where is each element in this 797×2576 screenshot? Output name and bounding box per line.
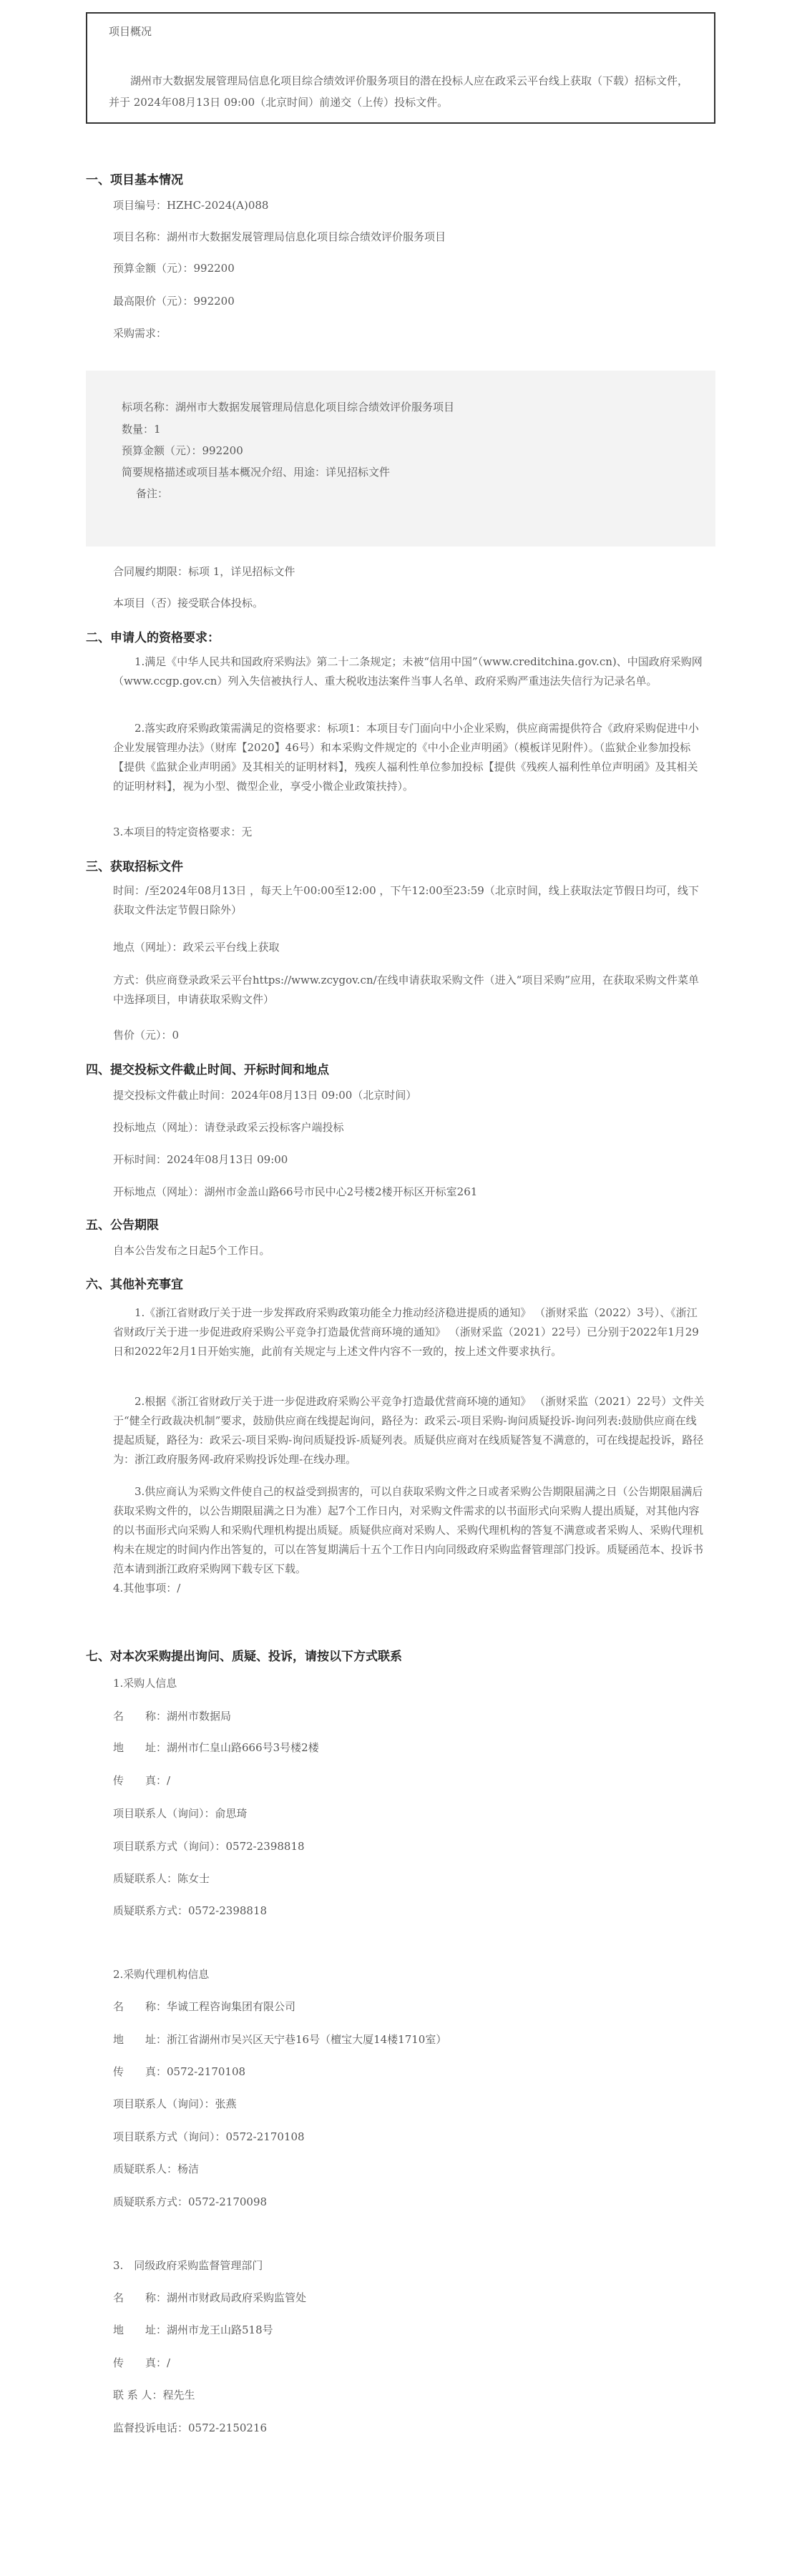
project-name: 项目名称：湖州市大数据发展管理局信息化项目综合绩效评价服务项目 bbox=[113, 230, 446, 243]
qualification-3: 3.本项目的特定资格要求：无 bbox=[113, 826, 253, 838]
supplement-3: 3.供应商认为采购文件使自己的权益受到损害的，可以自获取采购文件之日或者采购公告期限届满之日（公告期限届满后获取采购文件的，以公告期限届满之日为准）起7个工作日内，对采购文件需求的以书面形式向采购人提出质疑，对其他内容的以书面形式向采购人和采购代理机构提出质疑。质疑供应商对采购人、采购代理机构的答复不满意或者采购人、采购代理机构未在规定的时间内作出答复的，可以在答复期满后十五个工作日内向同级政府采购监督管理部门投诉。质疑函范本、投诉书范本请到浙江政府采购网下载专区下载。 bbox=[113, 1485, 704, 1575]
budget-amount: 预算金额（元）：992200 bbox=[113, 262, 235, 275]
acquire-place: 地点（网址）：政采云平台线上获取 bbox=[113, 941, 280, 954]
overview-title: 项目概况 bbox=[109, 25, 152, 38]
procurement-demand: 采购需求： bbox=[113, 327, 167, 340]
supervisor-fax: 传 真：/ bbox=[113, 2356, 171, 2369]
buyer-complaint-phone: 质疑联系方式：0572-2398818 bbox=[113, 1904, 268, 1917]
supervisor-phone: 监督投诉电话：0572-2150216 bbox=[113, 2421, 268, 2434]
supervisor-name: 名 称：湖州市财政局政府采购监管处 bbox=[113, 2291, 307, 2304]
supervisor-address: 地 址：湖州市龙王山路518号 bbox=[113, 2323, 273, 2336]
buyer-name: 名 称：湖州市数据局 bbox=[113, 1710, 232, 1723]
contract-period: 合同履约期限：标项 1，详见招标文件 bbox=[113, 565, 295, 578]
section-2-heading: 二、申请人的资格要求： bbox=[86, 631, 220, 645]
agency-contact-phone: 项目联系方式（询问）：0572-2170108 bbox=[113, 2130, 305, 2143]
agency-complaint-contact: 质疑联系人：杨洁 bbox=[113, 2163, 200, 2175]
supervisor-contact: 联 系 人：程先生 bbox=[113, 2389, 195, 2401]
announcement-period: 自本公告发布之日起5个工作日。 bbox=[113, 1244, 270, 1257]
submission-deadline: 提交投标文件截止时间：2024年08月13日 09:00（北京时间） bbox=[113, 1089, 417, 1102]
overview-text: 湖州市大数据发展管理局信息化项目综合绩效评价服务项目的潜在投标人应在政采云平台线上获取（下载）招标文件，并于 2024年08月13日 09:00（北京时间）前递交（上传）投标文件。 bbox=[109, 74, 689, 109]
consortium-note: 本项目（否）接受联合体投标。 bbox=[113, 597, 264, 609]
supplement-2: 2.根据《浙江省财政厅关于进一步促进政府采购公平竞争打造最优营商环境的通知》 （浙财采监（2021）22号）文件关于“健全行政裁决机制”要求，鼓励供应商在线提起询问，路径为：政采云-项目采购-询问质疑投诉-询问列表:鼓励供应商在线提起质疑，路径为：政采云-项目采购-询问质疑投诉-质疑列表。质疑供应商对在线质疑答复不满意的，可在线提起投诉，路径为：浙江政府服务网-政府采购投诉处理-在线办理。 bbox=[113, 1395, 705, 1466]
lot-spec: 简要规格描述或项目基本概况介绍、用途：详见招标文件 bbox=[122, 466, 391, 479]
buyer-complaint-contact: 质疑联系人：陈女士 bbox=[113, 1872, 210, 1885]
lot-quantity: 数量：1 bbox=[122, 423, 161, 436]
agency-name: 名 称：华诚工程咨询集团有限公司 bbox=[113, 2000, 296, 2013]
section-7-heading: 七、对本次采购提出询问、质疑、投诉，请按以下方式联系 bbox=[86, 1650, 402, 1664]
supplement-4: 4.其他事项：/ bbox=[113, 1582, 181, 1595]
project-number: 项目编号：HZHC-2024(A)088 bbox=[113, 199, 269, 212]
max-price: 最高限价（元）：992200 bbox=[113, 295, 235, 308]
section-1-heading: 一、项目基本情况 bbox=[86, 173, 183, 187]
section-5-heading: 五、公告期限 bbox=[86, 1218, 159, 1233]
lot-name: 标项名称：湖州市大数据发展管理局信息化项目综合绩效评价服务项目 bbox=[122, 401, 455, 413]
buyer-info-title: 1.采购人信息 bbox=[113, 1677, 177, 1690]
document-price: 售价（元）：0 bbox=[113, 1029, 180, 1042]
supervisor-info-title: 3. 同级政府采购监督管理部门 bbox=[113, 2259, 263, 2272]
opening-place: 开标地点（网址）：湖州市金盖山路66号市民中心2号楼2楼开标区开标室261 bbox=[113, 1185, 478, 1198]
buyer-fax: 传 真：/ bbox=[113, 1774, 171, 1787]
announcement-page bbox=[86, 0, 715, 2434]
agency-info-title: 2.采购代理机构信息 bbox=[113, 1968, 210, 1981]
section-6-heading: 六、其他补充事宜 bbox=[86, 1278, 183, 1292]
submission-place: 投标地点（网址）：请登录政采云投标客户端投标 bbox=[113, 1121, 344, 1134]
qualification-1: 1.满足《中华人民共和国政府采购法》第二十二条规定；未被“信用中国”（www.creditchina.gov.cn)、中国政府采购网（www.ccgp.gov.cn）列入失信被执行人、重大税收违法案件当事人名单、政府采购严重违法失信行为记录名单。 bbox=[113, 655, 703, 687]
section-4-heading: 四、提交投标文件截止时间、开标时间和地点 bbox=[86, 1063, 329, 1077]
qualification-2: 2.落实政府采购政策需满足的资格要求：标项1：本项目专门面向中小企业采购，供应商需提供符合《政府采购促进中小企业发展管理办法》（财库【2020】46号）和本采购文件规定的《中小企业声明函》（模板详见附件）。（监狱企业参加投标【提供《监狱企业声明函》及其相关的证明材料】，残疾人福利性单位参加投标【提供《残疾人福利性单位声明函》及其相关的证明材料】，视为小型、微型企业，享受小微企业政策扶持）。 bbox=[113, 722, 699, 793]
acquire-method: 方式：供应商登录政采云平台https://www.zcygov.cn/在线申请获取采购文件（进入“项目采购”应用，在获取采购文件菜单中选择项目，申请获取采购文件） bbox=[113, 974, 700, 1006]
acquire-time: 时间：/至2024年08月13日 ，每天上午00:00至12:00 ，下午12:00至23:59（北京时间，线上获取法定节假日均可，线下获取文件法定节假日除外） bbox=[113, 884, 699, 916]
project-overview-box bbox=[86, 12, 715, 124]
lot-remark: 备注： bbox=[136, 487, 169, 500]
supplement-1: 1.《浙江省财政厅关于进一步发挥政府采购政策功能全力推动经济稳进提质的通知》 （浙财采监（2022）3号）、《浙江省财政厅关于进一步促进政府采购公平竞争打造最优营商环境的通知》 （浙财采监（2021）22号）已分别于2022年1月29日和2022年2月1日开始实施，此前有关规定与上述文件内容不一致的，按上述文件要求执行。 bbox=[113, 1306, 699, 1358]
buyer-address: 地 址：湖州市仁皇山路666号3号楼2楼 bbox=[113, 1741, 319, 1754]
section-3-heading: 三、获取招标文件 bbox=[86, 860, 183, 874]
lot-info-box bbox=[86, 371, 715, 547]
agency-phone: 传 真：0572-2170108 bbox=[113, 2065, 246, 2078]
agency-contact: 项目联系人（询问）：张燕 bbox=[113, 2097, 237, 2110]
agency-complaint-phone: 质疑联系方式：0572-2170098 bbox=[113, 2195, 268, 2208]
opening-time: 开标时间：2024年08月13日 09:00 bbox=[113, 1153, 288, 1166]
buyer-contact-phone: 项目联系方式（询问）：0572-2398818 bbox=[113, 1840, 305, 1853]
agency-address: 地 址：浙江省湖州市吴兴区天宁巷16号（檀宝大厦14楼1710室） bbox=[113, 2033, 447, 2046]
lot-budget: 预算金额（元）：992200 bbox=[122, 444, 243, 457]
buyer-contact: 项目联系人（询问）：俞思琦 bbox=[113, 1807, 248, 1820]
